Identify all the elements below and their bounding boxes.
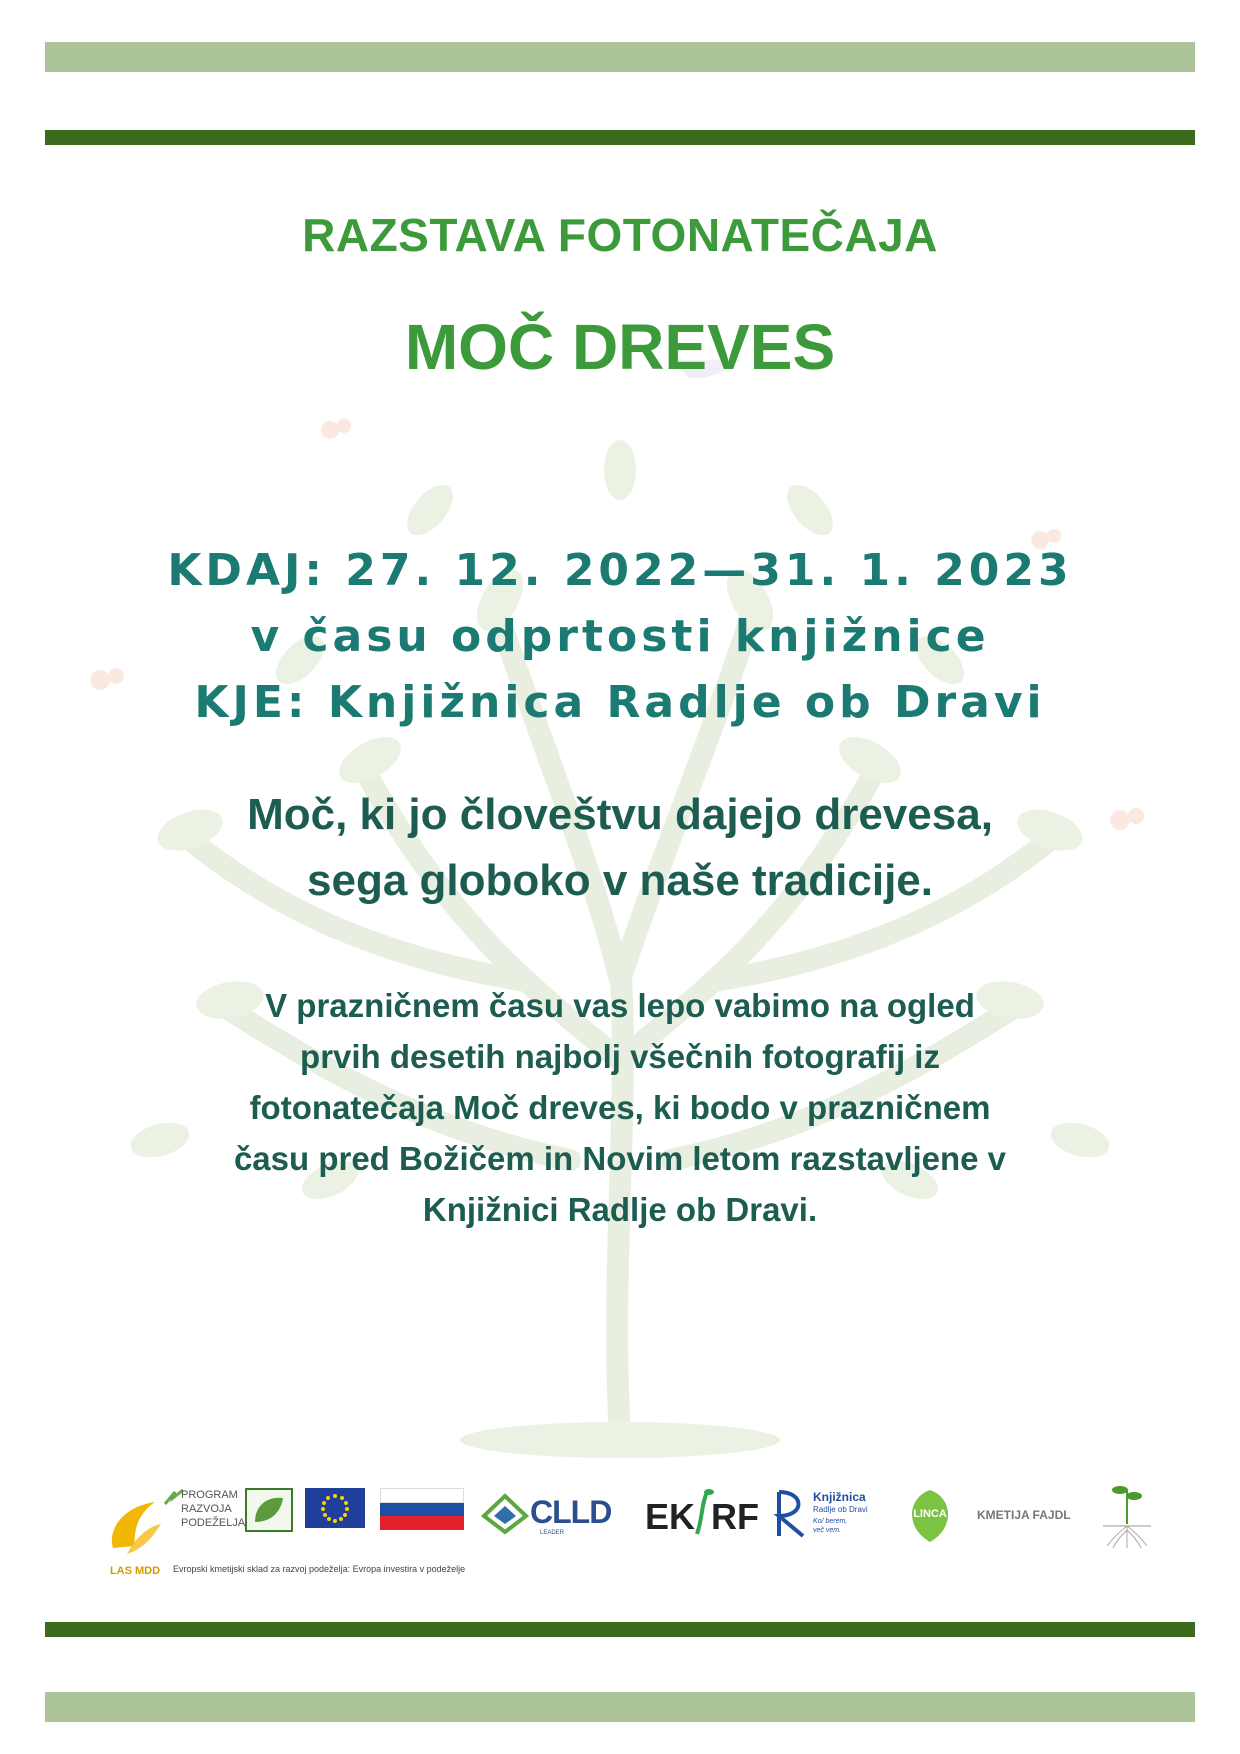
sprout-roots-icon (1099, 1480, 1155, 1550)
quote-line: sega globoko v naše tradicije. (307, 856, 933, 905)
bottom-light-bar (45, 1692, 1195, 1722)
event-date: KDAJ: 27. 12. 2022—31. 1. 2023 (167, 545, 1073, 596)
event-hours: v času odprtosti knjižnice (250, 611, 990, 662)
slovenia-flag (380, 1488, 464, 1528)
linca-text: LINCA (913, 1508, 947, 1520)
exhibition-subtitle: RAZSTAVA FOTONATEČAJA (302, 209, 938, 261)
las-mdd-icon (105, 1498, 165, 1560)
event-details (0, 538, 1240, 736)
paragraph-line: V prazničnem času vas lepo vabimo na ogled (265, 987, 975, 1024)
las-mdd-logo (105, 1498, 165, 1578)
quote-line: Moč, ki jo človeštvu dajejo drevesa, (247, 790, 993, 839)
paragraph-line: fotonatečaja Moč dreves, ki bodo v prazničnem (249, 1089, 991, 1126)
paragraph-line: času pred Božičem in Novim letom razstavljene v (233, 1140, 1007, 1177)
library-logo (773, 1488, 883, 1544)
ekrf-right-text: RF (711, 1496, 759, 1537)
top-dark-bar (45, 130, 1195, 145)
eu-flag (305, 1488, 365, 1528)
linca-logo (905, 1488, 955, 1544)
library-name: Knjižnica (813, 1490, 866, 1504)
bottom-dark-bar (45, 1622, 1195, 1637)
las-mdd-label: LAS MDD (109, 1565, 161, 1577)
prp-line: PROGRAM (181, 1489, 238, 1501)
library-slogan: več vem. (813, 1527, 842, 1534)
eu-fund-caption: Evropski kmetijski sklad za razvoj podeželja: Evropa investira v podeželje (173, 1564, 466, 1574)
prp-line: RAZVOJA (181, 1503, 232, 1515)
kmetija-fajdl-text: KMETIJA FAJDL (977, 1508, 1071, 1522)
ekrf-logo (645, 1486, 759, 1542)
library-slogan: Ko/ berem, (813, 1518, 848, 1525)
invitation-paragraph (0, 980, 1240, 1235)
page-title: MOČ DREVES (404, 311, 836, 383)
library-r-icon (773, 1488, 813, 1540)
sponsor-logos (95, 1480, 1165, 1590)
leader-text: LEADER (540, 1530, 565, 1536)
clld-house-icon (480, 1492, 530, 1536)
leader-logo (245, 1488, 293, 1532)
paragraph-line: prvih desetih najbolj všečnih fotografij iz (300, 1038, 940, 1075)
paragraph-line: Knjižnici Radlje ob Dravi. (422, 1191, 818, 1228)
clld-text: CLLD (530, 1494, 612, 1530)
eu-stars-icon (305, 1488, 365, 1528)
prp-line: PODEŽELJA (181, 1517, 246, 1529)
clld-logo (480, 1490, 630, 1540)
ekrf-left-text: EK (645, 1496, 696, 1537)
top-light-bar (45, 42, 1195, 72)
library-place: Radlje ob Dravi (813, 1505, 868, 1514)
event-location: KJE: Knjižnica Radlje ob Dravi (194, 677, 1046, 728)
quote (0, 782, 1240, 914)
leaf-icon (247, 1490, 291, 1530)
program-razvoja-podezelja-logo (163, 1486, 253, 1556)
